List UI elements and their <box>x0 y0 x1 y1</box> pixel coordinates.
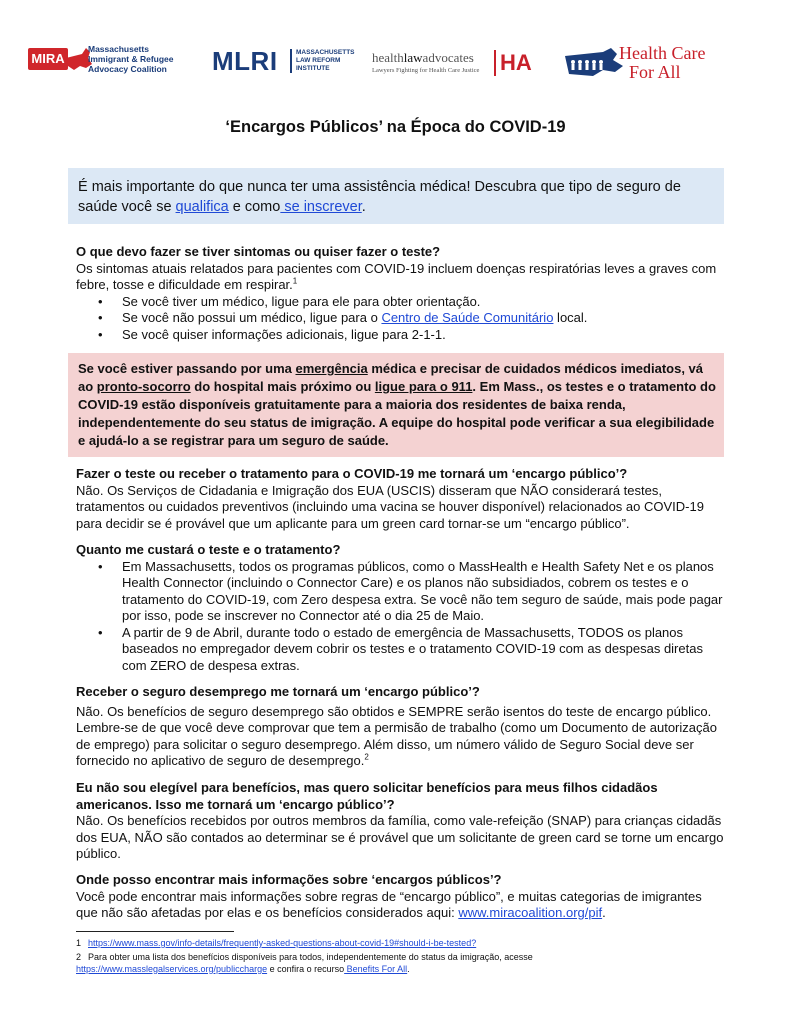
health-care-for-all-logo <box>563 44 733 88</box>
section-question: Onde posso encontrar mais informações sobre ‘encargos públicos’? <box>76 872 502 887</box>
section-children-benefits <box>76 780 724 863</box>
section-unemployment <box>76 684 724 770</box>
masslegalservices-link[interactable]: https://www.masslegalservices.org/publiccharge <box>76 963 268 974</box>
section-question: Receber o seguro desemprego me tornará um ‘encargo público’? <box>76 684 480 699</box>
section-question: Eu não sou elegível para benefícios, mas quero solicitar benefícios para meus filhos cidadãos americanos. Isso me tornará um ‘encargo público’? <box>76 780 658 812</box>
section-public-charge-testing <box>76 466 724 532</box>
mass-gov-faq-link[interactable]: https://www.mass.gov/info-details/frequently-asked-questions-about-covid-19#should-i-be-tested? <box>88 938 477 948</box>
section-symptoms <box>76 244 724 343</box>
hla-monogram: HA <box>500 50 532 75</box>
mlri-logo: MLRI MASSACHUSETTS LAW REFORM INSTITUTE <box>212 46 355 76</box>
enroll-link[interactable]: se inscrever <box>280 199 362 215</box>
page-title: ‘Encargos Públicos’ na Época do COVID-19 <box>225 118 566 136</box>
benefits-for-all-link[interactable]: Benefits For All <box>344 963 408 974</box>
list-item: • Se você não possui um médico, ligue para o Centro de Saúde Comunitário local. <box>98 310 724 327</box>
section-question: Quanto me custará o teste e o tratamento? <box>76 542 341 557</box>
partner-logos <box>0 0 791 100</box>
hla-tagline: Lawyers Fighting for Health Care Justice <box>372 67 480 74</box>
intro-callout: É mais importante do que nunca ter uma assistência médica! Descubra que tipo de seguro de saúde você se qualifica e como se inscrever. <box>68 168 724 224</box>
bullet-list <box>98 559 724 675</box>
mira-wordmark: Massachusetts Immigrant & Refugee Advocacy Coalition <box>88 44 174 74</box>
section-body: Não. Os benefícios recebidos por outros membros da família, como vale-refeição (SNAP) para crianças cidadãs dos EUA, NÃO são contados ao determinar se é provável que um solicitante de green card se torne um encargo público. <box>76 813 724 861</box>
mlri-wordmark: MASSACHUSETTS LAW REFORM INSTITUTE <box>296 49 355 72</box>
footnote-2: 2 Para obter uma lista dos benefícios disponíveis para todos, independentemente do status da imigração, acesse https://www.masslegalservices.org/publiccharge e confira o recurso Benefits For All. <box>76 952 533 974</box>
list-item: • Em Massachusetts, todos os programas públicos, como o MassHealth e Health Safety Net e os planos Health Connector (incluindo o Connector Care) e os planos não subsidiados, cobrem os testes e o tratamento do COVID-19, com Zero despesa extra. Se você não tem seguro de saúde, mais pode pagar por isso, pode se inscrever no Connector até o dia 25 de Maio. <box>98 559 724 625</box>
qualify-link[interactable]: qualifica <box>175 199 229 215</box>
mira-badge: MIRA <box>28 48 68 70</box>
bullet-list <box>98 294 724 344</box>
health-law-advocates-logo <box>372 48 540 82</box>
mlri-divider <box>290 49 292 73</box>
health-center-link[interactable]: Centro de Saúde Comunitário <box>381 310 554 325</box>
hla-divider <box>494 50 496 76</box>
emergency-callout: Se você estiver passando por uma emergência médica e precisar de cuidados médicos imediatos, vá ao pronto-socorro do hospital mais próximo ou ligue para o 911. Em Mass., os testes e o tratamento do COVID-19 estão disponíveis gratuitamente para a maioria dos residentes de baixa renda, independentemente do seu status de imigração. A equipe do hospital pode verificar a sua elegibilidade e ajudá-lo a se registrar para um seguro de saúde. <box>68 353 724 457</box>
footnote-1: 1 https://www.mass.gov/info-details/frequently-asked-questions-about-covid-19#should-i-be-tested? <box>76 938 477 948</box>
section-question: Fazer o teste ou receber o tratamento para o COVID-19 me tornará um ‘encargo público’? <box>76 466 628 481</box>
section-cost <box>76 542 724 674</box>
hcfa-wordmark: Health Care For All <box>619 43 706 82</box>
section-more-info <box>76 872 724 922</box>
section-question: O que devo fazer se tiver sintomas ou quiser fazer o teste? <box>76 244 441 259</box>
section-body: Você pode encontrar mais informações sobre regras de “encargo público”, e muitas categorias de imigrantes que não são afetadas por elas e os benefícios considerados aqui: www.miracoalition.org/pif. <box>76 888 702 920</box>
section-body: Os sintomas atuais relatados para pacientes com COVID-19 incluem doenças respiratórias leves a graves com febre, tosse e dificuldade em respirar.$^1$ <box>76 260 717 292</box>
section-body: Não. Os benefícios de seguro desemprego são obtidos e SEMPRE serão isentos do teste de encargo público. Lembre-se de que você deve comprovar que tem a permisão de trabalho (como um Documento de autorização de emprego) para solicitar o seguro desemprego. Além disso, um número válido de Seguro Social deve ser fornecido no aplicativo de seguro de desemprego.$^2$ <box>76 703 717 768</box>
list-item: • Se você quiser informações adicionais, ligue para 2-1-1. <box>98 327 724 344</box>
list-item: • Se você tiver um médico, ligue para ele para obter orientação. <box>98 294 724 311</box>
footnote-ref: 2 <box>364 752 369 762</box>
mira-logo <box>28 40 178 88</box>
footnote-divider <box>76 931 234 932</box>
mira-pif-link[interactable]: www.miracoalition.org/pif <box>458 905 603 920</box>
footnote-ref: 1 <box>292 276 298 286</box>
section-body: Não. Os Serviços de Cidadania e Imigração dos EUA (USCIS) disseram que NÃO considerará testes, tratamentos ou cuidados preventivos (incluindo uma vacina se houver disponível) relacionados ao COVID-19 para decidir se é provável que um aplicante para um green card tornar-se um “encargo público”. <box>76 482 704 531</box>
list-item: • A partir de 9 de Abril, durante todo o estado de emergência de Massachusetts, TODOS os planos baseados no empregador devem cobrir os testes e o tratamento COVID-19 com as despesas diretas com ZERO de despesa extras. <box>98 625 724 675</box>
hla-wordmark: healthlawadvocates <box>372 50 474 65</box>
